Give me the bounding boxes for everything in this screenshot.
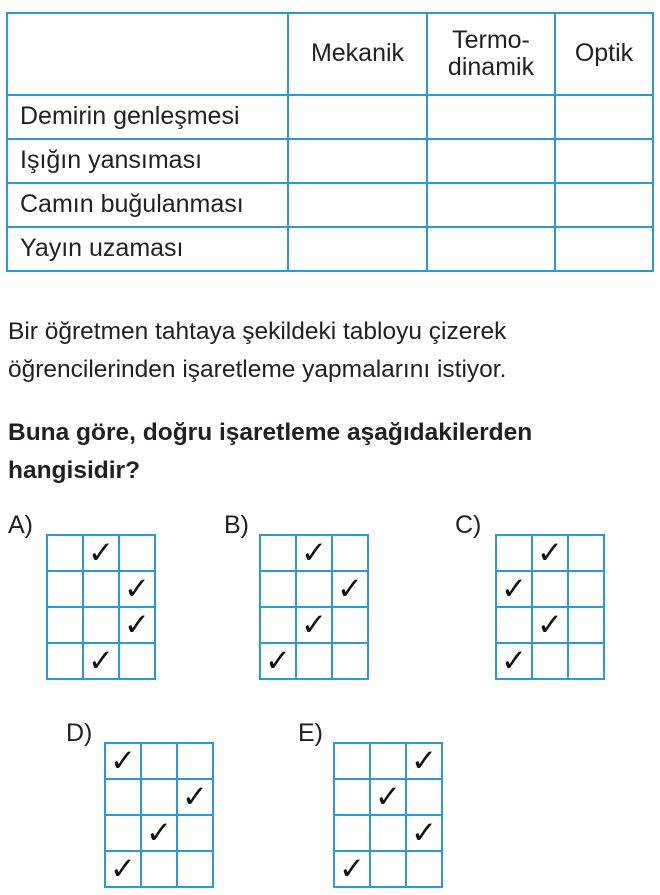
grid-cell [568, 643, 604, 679]
grid-cell [296, 571, 332, 607]
classification-table [6, 12, 654, 272]
grid-cell [496, 607, 532, 643]
table-cell [555, 227, 653, 271]
grid-cell [568, 607, 604, 643]
table-header-row [7, 13, 653, 95]
header-optik: Optik [555, 13, 653, 95]
grid-cell [105, 779, 141, 815]
table-cell [288, 95, 427, 139]
grid-cell [370, 743, 406, 779]
grid-row [47, 571, 155, 607]
grid-cell [568, 571, 604, 607]
check-mark-icon: ✓ [296, 607, 332, 643]
grid-cell [141, 851, 177, 887]
grid-cell [83, 607, 119, 643]
table-cell [427, 139, 555, 183]
check-mark-icon: ✓ [177, 779, 213, 815]
table-cell [288, 227, 427, 271]
check-mark-icon: ✓ [332, 571, 368, 607]
table-row [7, 227, 653, 271]
table-row [7, 183, 653, 227]
grid-row [47, 643, 155, 679]
check-mark-icon: ✓ [83, 643, 119, 679]
header-mekanik: Mekanik [288, 13, 427, 95]
check-mark-icon: ✓ [406, 815, 442, 851]
grid-cell [177, 743, 213, 779]
grid-cell [332, 535, 368, 571]
grid-row [334, 743, 442, 779]
grid-cell [532, 571, 568, 607]
grid-row [47, 535, 155, 571]
grid-cell [141, 743, 177, 779]
grid-cell [332, 607, 368, 643]
grid-cell [496, 535, 532, 571]
grid-cell [260, 571, 296, 607]
grid-cell [119, 643, 155, 679]
description-line-2: öğrencilerinden işaretleme yapmalarını istiyor. [8, 356, 507, 383]
grid-cell [334, 779, 370, 815]
grid-row [105, 743, 213, 779]
grid-cell [47, 535, 83, 571]
grid-cell [332, 643, 368, 679]
grid-cell [370, 851, 406, 887]
table-cell [555, 183, 653, 227]
table-cell [288, 139, 427, 183]
grid-row [496, 643, 604, 679]
row-label: Işığın yansıması [7, 139, 288, 183]
check-mark-icon: ✓ [119, 607, 155, 643]
option-b-label[interactable]: B) [224, 511, 249, 539]
grid-row [105, 851, 213, 887]
check-mark-icon: ✓ [119, 571, 155, 607]
grid-cell [260, 607, 296, 643]
grid-row [105, 779, 213, 815]
table-row [7, 139, 653, 183]
table-row [7, 95, 653, 139]
option-d-grid[interactable] [104, 742, 214, 888]
grid-row [47, 607, 155, 643]
check-mark-icon: ✓ [260, 643, 296, 679]
grid-cell [177, 851, 213, 887]
check-mark-icon: ✓ [334, 851, 370, 887]
option-a-label[interactable]: A) [8, 511, 33, 539]
check-mark-icon: ✓ [406, 743, 442, 779]
grid-cell [568, 535, 604, 571]
grid-row [260, 607, 368, 643]
table-cell [427, 95, 555, 139]
option-c-label[interactable]: C) [455, 511, 482, 539]
grid-cell [177, 815, 213, 851]
table-cell [555, 139, 653, 183]
description-line-1: Bir öğretmen tahtaya şekildeki tabloyu çizerek [8, 318, 507, 345]
grid-cell [47, 607, 83, 643]
grid-row [105, 815, 213, 851]
grid-cell [334, 743, 370, 779]
option-e-label[interactable]: E) [298, 719, 323, 747]
grid-cell [260, 535, 296, 571]
grid-row [334, 779, 442, 815]
grid-cell [83, 571, 119, 607]
grid-cell [47, 643, 83, 679]
check-mark-icon: ✓ [141, 815, 177, 851]
question-line-2: hangisidir? [8, 457, 141, 484]
grid-cell [532, 643, 568, 679]
grid-row [260, 535, 368, 571]
grid-cell [296, 643, 332, 679]
option-c-grid[interactable] [495, 534, 605, 680]
row-label: Yayın uzaması [7, 227, 288, 271]
check-mark-icon: ✓ [105, 743, 141, 779]
grid-cell [370, 815, 406, 851]
grid-cell [334, 815, 370, 851]
table-cell [555, 95, 653, 139]
grid-cell [47, 571, 83, 607]
check-mark-icon: ✓ [83, 535, 119, 571]
header-termodinamik: Termo- dinamik [427, 13, 555, 95]
option-d-label[interactable]: D) [66, 719, 93, 747]
question-line-1: Buna göre, doğru işaretleme aşağıdakilerden [8, 419, 533, 446]
grid-cell [119, 535, 155, 571]
grid-row [334, 851, 442, 887]
grid-row [496, 571, 604, 607]
grid-row [496, 607, 604, 643]
grid-cell [141, 779, 177, 815]
check-mark-icon: ✓ [496, 643, 532, 679]
check-mark-icon: ✓ [370, 779, 406, 815]
table-cell [427, 227, 555, 271]
option-b-grid[interactable] [259, 534, 369, 680]
grid-cell [406, 779, 442, 815]
grid-row [260, 571, 368, 607]
header-blank [7, 13, 288, 95]
check-mark-icon: ✓ [296, 535, 332, 571]
check-mark-icon: ✓ [496, 571, 532, 607]
row-label: Demirin genleşmesi [7, 95, 288, 139]
check-mark-icon: ✓ [532, 607, 568, 643]
option-e-grid[interactable] [333, 742, 443, 888]
table-cell [288, 183, 427, 227]
grid-cell [406, 851, 442, 887]
grid-row [334, 815, 442, 851]
grid-row [496, 535, 604, 571]
grid-cell [105, 815, 141, 851]
check-mark-icon: ✓ [532, 535, 568, 571]
grid-row [260, 643, 368, 679]
table-cell [427, 183, 555, 227]
option-a-grid[interactable] [46, 534, 156, 680]
row-label: Camın buğulanması [7, 183, 288, 227]
check-mark-icon: ✓ [105, 851, 141, 887]
